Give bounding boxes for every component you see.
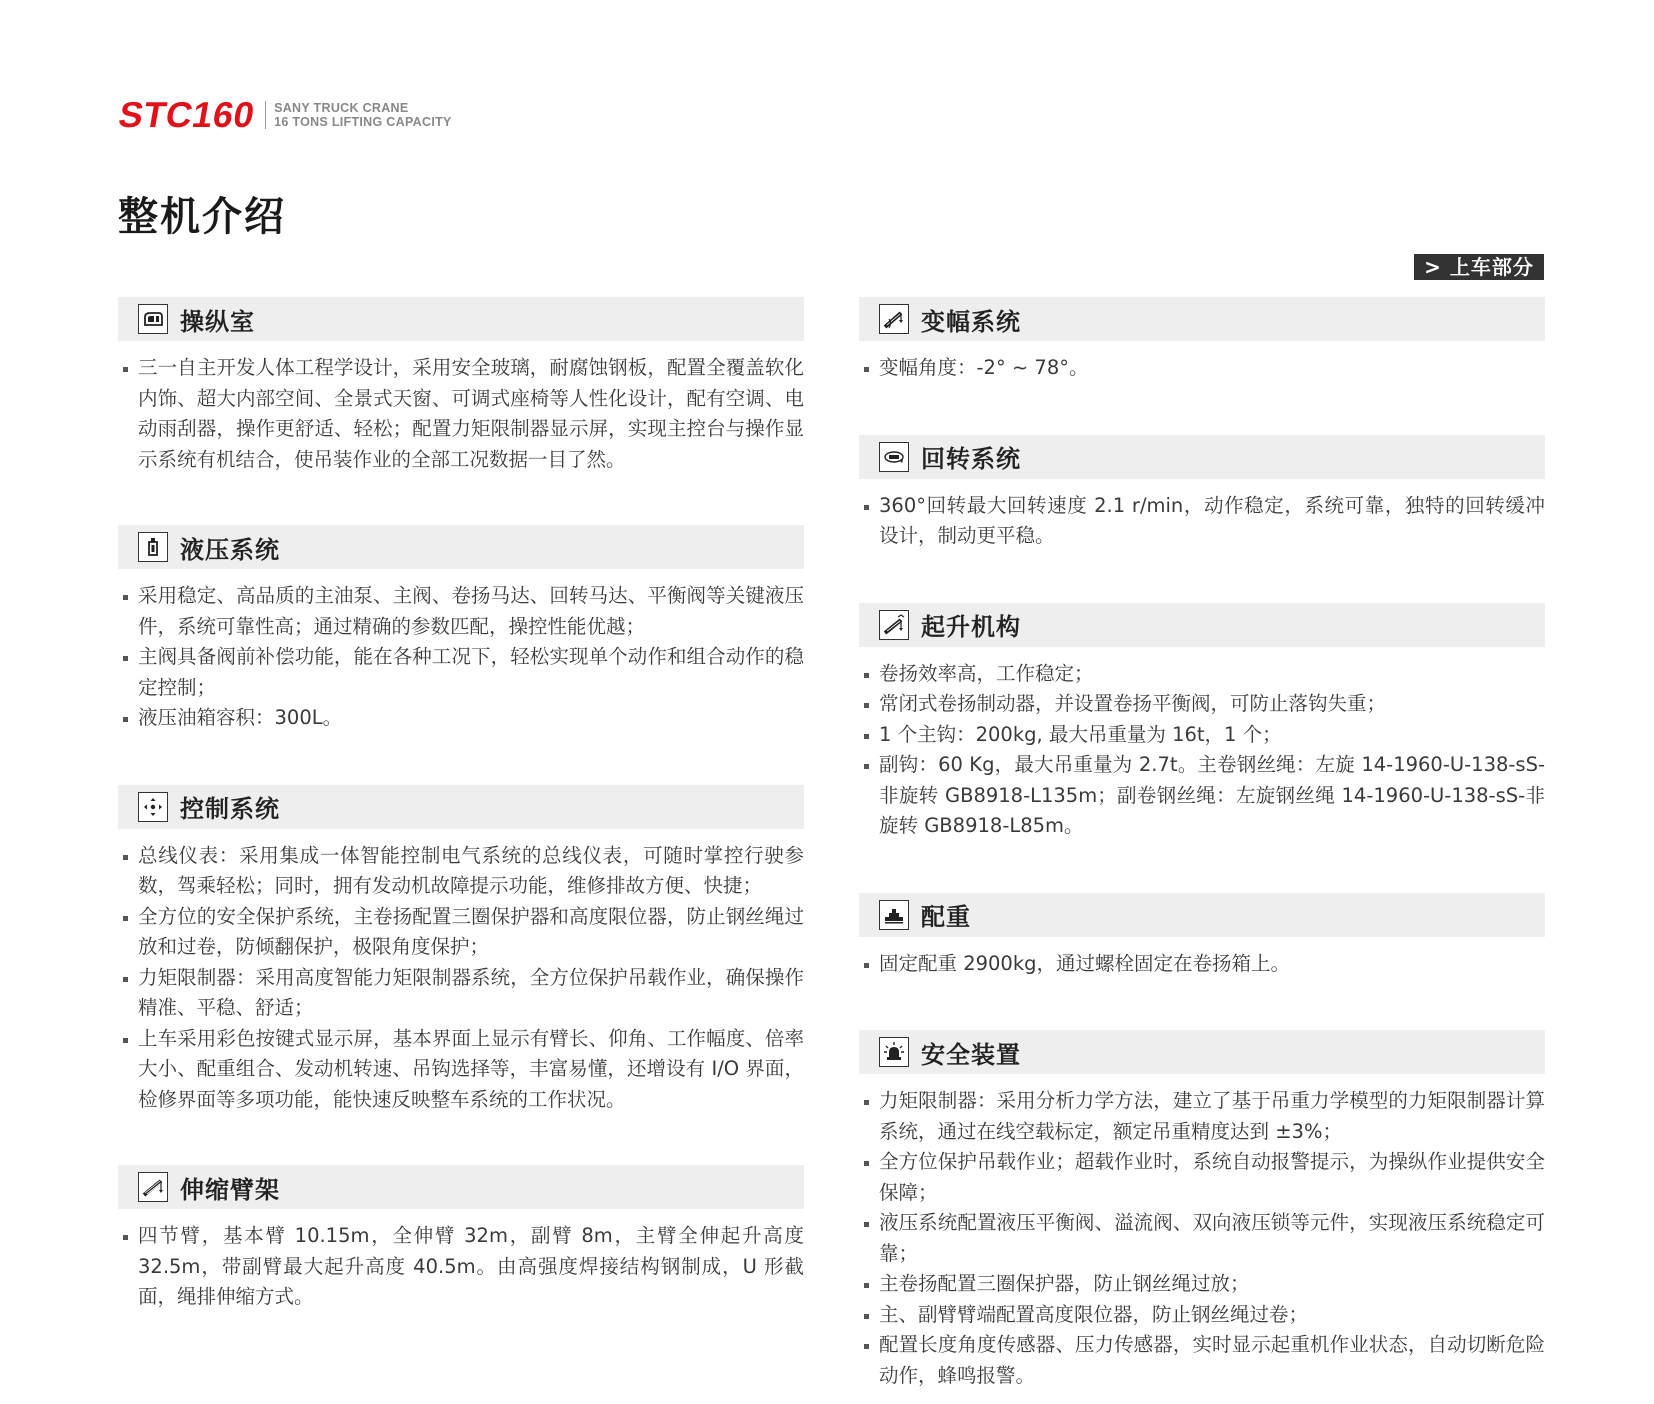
section-title: 液压系统 xyxy=(180,535,280,564)
list-item: 液压系统配置液压平衡阀、溢流阀、双向液压锁等元件，实现液压系统稳定可靠； xyxy=(859,1208,1545,1269)
section-header xyxy=(859,435,1545,479)
section-items xyxy=(118,341,804,475)
slewing-360-icon xyxy=(879,442,909,472)
section-hoist xyxy=(859,603,1545,842)
section-header xyxy=(859,603,1545,647)
right-column xyxy=(859,297,1545,1391)
list-item: 液压油箱容积：300L。 xyxy=(118,703,804,734)
list-item: 固定配重 2900kg，通过螺栓固定在卷扬箱上。 xyxy=(859,949,1545,980)
list-item: 力矩限制器：采用分析力学方法，建立了基于吊重力学模型的力矩限制器计算系统，通过在线空载标定，额定吊重精度达到 ±3%； xyxy=(859,1086,1545,1147)
section-counterweight xyxy=(859,893,1545,980)
section-header xyxy=(118,785,804,829)
section-header xyxy=(118,1165,804,1209)
list-item: 主卷扬配置三圈保护器，防止钢丝绳过放； xyxy=(859,1269,1545,1300)
list-item: 变幅角度：-2° ~ 78°。 xyxy=(859,353,1545,384)
section-items xyxy=(859,341,1545,384)
hoist-icon xyxy=(879,610,909,640)
page-title: 整机介绍 xyxy=(118,194,286,240)
control-icon xyxy=(138,792,168,822)
section-hydraulic xyxy=(118,525,804,734)
list-item: 1 个主钩：200kg, 最大吊重量为 16t，1 个； xyxy=(859,720,1545,751)
section-cab xyxy=(118,297,804,475)
counterweight-icon xyxy=(879,900,909,930)
hydraulic-icon xyxy=(138,532,168,562)
logo-subtitle-line1: SANY TRUCK CRANE xyxy=(274,101,409,115)
section-items xyxy=(118,829,804,1116)
section-title: 变幅系统 xyxy=(921,307,1021,336)
logo-subtitle xyxy=(274,101,452,129)
section-title: 操纵室 xyxy=(180,307,255,336)
list-item: 上车采用彩色按键式显示屏，基本界面上显示有臂长、仰角、工作幅度、倍率大小、配重组合、发动机转速、吊钩选择等，丰富易懂，还增设有 I/O 界面，检修界面等多项功能，能快速反映整车系统的工作状况。 xyxy=(118,1024,804,1116)
boom-icon xyxy=(138,1172,168,1202)
section-items xyxy=(859,647,1545,842)
list-item: 主、副臂臂端配置高度限位器，防止钢丝绳过卷； xyxy=(859,1300,1545,1331)
section-slewing xyxy=(859,435,1545,552)
section-title: 回转系统 xyxy=(921,445,1021,473)
logo-subtitle-line2: 16 TONS LIFTING CAPACITY xyxy=(274,115,452,129)
logo-divider xyxy=(265,101,266,129)
brand-logo xyxy=(115,94,452,135)
section-items xyxy=(859,937,1545,980)
section-items xyxy=(859,479,1545,552)
section-title: 伸缩臂架 xyxy=(180,1175,280,1204)
list-item: 全方位保护吊载作业；超载作业时，系统自动报警提示，为操纵作业提供安全保障； xyxy=(859,1147,1545,1208)
list-item: 常闭式卷扬制动器，并设置卷扬平衡阀，可防止落钩失重； xyxy=(859,689,1545,720)
left-column xyxy=(118,297,804,1313)
list-item: 采用稳定、高品质的主油泵、主阀、卷扬马达、回转马达、平衡阀等关键液压件，系统可靠性高；通过精确的参数匹配，操控性能优越； xyxy=(118,581,804,642)
list-item: 360°回转最大回转速度 2.1 r/min，动作稳定，系统可靠，独特的回转缓冲设计，制动更平稳。 xyxy=(859,491,1545,552)
list-item: 主阀具备阀前补偿功能，能在各种工况下，轻松实现单个动作和组合动作的稳定控制； xyxy=(118,642,804,703)
list-item: 配置长度角度传感器、压力传感器，实时显示起重机作业状态，自动切断危险动作，蜂鸣报警。 xyxy=(859,1330,1545,1391)
section-header xyxy=(859,893,1545,937)
section-safety xyxy=(859,1030,1545,1391)
list-item: 总线仪表：采用集成一体智能控制电气系统的总线仪表，可随时掌控行驶参数，驾乘轻松；同时，拥有发动机故障提示功能，维修排故方便、快捷； xyxy=(118,841,804,902)
logo-mark: STC160 xyxy=(115,94,258,135)
list-item: 卷扬效率高，工作稳定； xyxy=(859,659,1545,690)
luffing-icon xyxy=(879,304,909,334)
part-tag: > 上车部分 xyxy=(1414,254,1544,280)
section-title: 安全装置 xyxy=(921,1040,1021,1069)
safety-alarm-icon xyxy=(879,1037,909,1067)
list-item: 力矩限制器：采用高度智能力矩限制器系统，全方位保护吊载作业，确保操作精准、平稳、舒适； xyxy=(118,963,804,1024)
list-item: 全方位的安全保护系统，主卷扬配置三圈保护器和高度限位器，防止钢丝绳过放和过卷，防倾翻保护，极限角度保护； xyxy=(118,902,804,963)
section-header xyxy=(118,297,804,341)
list-item: 四节臂，基本臂 10.15m，全伸臂 32m，副臂 8m，主臂全伸起升高度 32.5m，带副臂最大起升高度 40.5m。由高强度焊接结构钢制成，U 形截面，绳排伸缩方式。 xyxy=(118,1221,804,1313)
section-title: 起升机构 xyxy=(921,613,1021,641)
section-items xyxy=(118,1209,804,1313)
section-luffing xyxy=(859,297,1545,384)
section-boom xyxy=(118,1165,804,1313)
list-item: 副钩：60 Kg，最大吊重量为 2.7t。主卷钢丝绳：左旋 14-1960-U-138-sS-非旋转 GB8918-L135m；副卷钢丝绳：左旋钢丝绳 14-1960-U-138-sS-非旋转 GB8918-L85m。 xyxy=(859,750,1545,842)
cab-icon xyxy=(138,304,168,334)
list-item: 三一自主开发人体工程学设计，采用安全玻璃，耐腐蚀钢板，配置全覆盖软化内饰、超大内部空间、全景式天窗、可调式座椅等人性化设计，配有空调、电动雨刮器，操作更舒适、轻松；配置力矩限制器显示屏，实现主控台与操作显示系统有机结合，使吊装作业的全部工况数据一目了然。 xyxy=(118,353,804,475)
section-header xyxy=(859,1030,1545,1074)
section-control xyxy=(118,785,804,1116)
section-title: 控制系统 xyxy=(180,795,280,823)
section-items xyxy=(859,1074,1545,1391)
section-header xyxy=(118,525,804,569)
section-items xyxy=(118,569,804,734)
section-title: 配重 xyxy=(921,903,971,931)
section-header xyxy=(859,297,1545,341)
